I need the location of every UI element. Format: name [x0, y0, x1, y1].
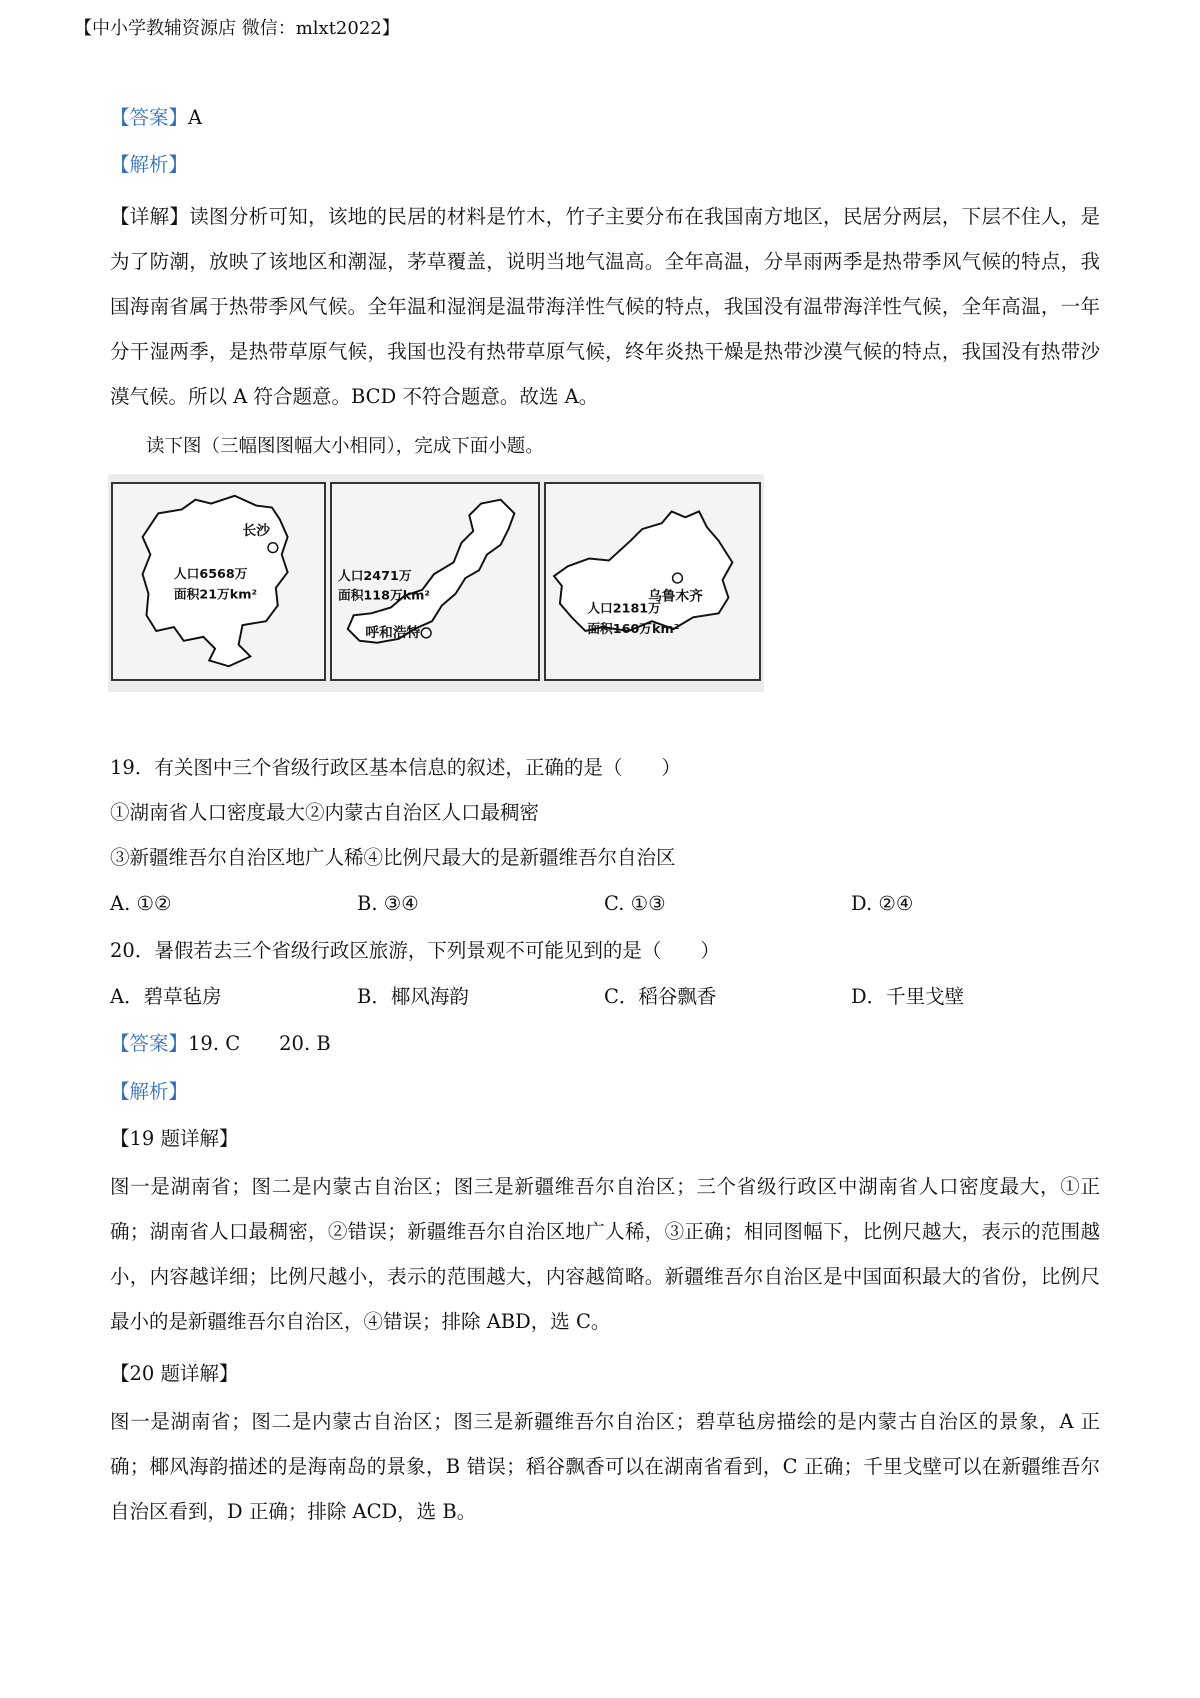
analysis-label: 【解析】 [110, 153, 189, 176]
q19-statement-1: ①湖南省人口密度最大②内蒙古自治区人口最稠密 [110, 801, 540, 824]
answer2-label: 【答案】 [110, 1032, 189, 1055]
q20-option-a: A．碧草毡房 [110, 985, 222, 1008]
q20-option-b: B．椰风海韵 [357, 985, 469, 1008]
q19-detail-label: 【19 题详解】 [110, 1127, 239, 1150]
q20-stem: 20．暑假若去三个省级行政区旅游，下列景观不可能见到的是（ ） [110, 939, 720, 962]
map3-area: 面积160万km² [587, 621, 680, 637]
q20-detail-paragraph: 图一是湖南省；图二是内蒙古自治区；图三是新疆维吾尔自治区；碧草毡房描绘的是内蒙古自治区的景象，A 正确；椰风海韵描述的是海南岛的景象，B 错误；稻谷飘香可以在湖南省看到，C 正确；千里戈壁可以在新疆维吾尔自治区看到，D 正确；排除 ACD，选 B。 [110, 1410, 1100, 1523]
q19-option-c: C. ①③ [604, 892, 666, 915]
map3-population: 人口2181万 [587, 601, 661, 617]
map-figure [108, 474, 764, 692]
q19-option-a: A. ①② [110, 892, 172, 915]
detail-label: 【详解】 [110, 205, 190, 228]
q19-stem: 19．有关图中三个省级行政区基本信息的叙述，正确的是（ ） [110, 756, 681, 779]
map-xinjiang [544, 482, 761, 681]
q20-option-d: D．千里戈壁 [851, 985, 965, 1008]
question-intro: 读下图（三幅图图幅大小相同），完成下面小题。 [146, 436, 544, 457]
detail-text: 读图分析可知，该地的民居的材料是竹木，竹子主要分布在我国南方地区，民居分两层，下层不住人，是为了防潮，放映了该地区和潮湿，茅草覆盖，说明当地气温高。全年高温，分旱雨两季是热带季风气候的特点，我国海南省属于热带季风气候。全年温和湿润是温带海洋性气候的特点，我国没有温带海洋性气候，全年高温，一年分干湿两季，是热带草原气候，我国也没有热带草原气候，终年炎热干燥是热带沙漠气候的特点，我国没有热带沙漠气候。所以 A 符合题意。BCD 不符合题意。故选 A。 [110, 205, 1100, 408]
xinjiang-outline [546, 484, 759, 679]
page-header: 【中小学教辅资源店 微信：mlxt2022】 [74, 18, 400, 39]
map2-population: 人口2471万 [337, 569, 412, 585]
answer-line-2 [110, 1034, 331, 1054]
detail-paragraph-1 [110, 194, 1100, 419]
inner-mongolia-outline [332, 484, 538, 679]
answer-line-1 [110, 108, 202, 128]
map3-city: 乌鲁木齐 [648, 588, 703, 605]
q20-option-c: C．稻谷飘香 [604, 985, 717, 1008]
map2-area: 面积118万km² [337, 588, 430, 604]
map1-area: 面积21万km² [173, 587, 258, 603]
map-hunan [111, 482, 326, 681]
q20-detail-label: 【20 题详解】 [110, 1362, 239, 1385]
answer-value: A [188, 106, 203, 129]
answer2-value: 19. C 20. B [188, 1032, 331, 1055]
map1-population: 人口6568万 [173, 567, 248, 583]
q19-option-d: D. ②④ [851, 892, 914, 915]
analysis2-label: 【解析】 [110, 1080, 189, 1103]
answer-label: 【答案】 [110, 106, 189, 129]
map1-city: 长沙 [242, 522, 270, 539]
q19-detail-paragraph: 图一是湖南省；图二是内蒙古自治区；图三是新疆维吾尔自治区；三个省级行政区中湖南省人口密度最大，①正确；湖南省人口最稠密，②错误；新疆维吾尔自治区地广人稀，③正确；相同图幅下，比例尺越大，表示的范围越小，内容越详细；比例尺越小，表示的范围越大，内容越简略。新疆维吾尔自治区是中国面积最大的省份，比例尺最小的是新疆维吾尔自治区，④错误；排除 ABD，选 C。 [110, 1175, 1100, 1333]
q19-option-b: B. ③④ [357, 892, 419, 915]
hunan-outline [113, 484, 324, 679]
map2-city: 呼和浩特 [365, 624, 421, 641]
q19-statement-2: ③新疆维吾尔自治区地广人稀④比例尺最大的是新疆维吾尔自治区 [110, 846, 676, 869]
map-inner-mongolia [330, 482, 540, 681]
